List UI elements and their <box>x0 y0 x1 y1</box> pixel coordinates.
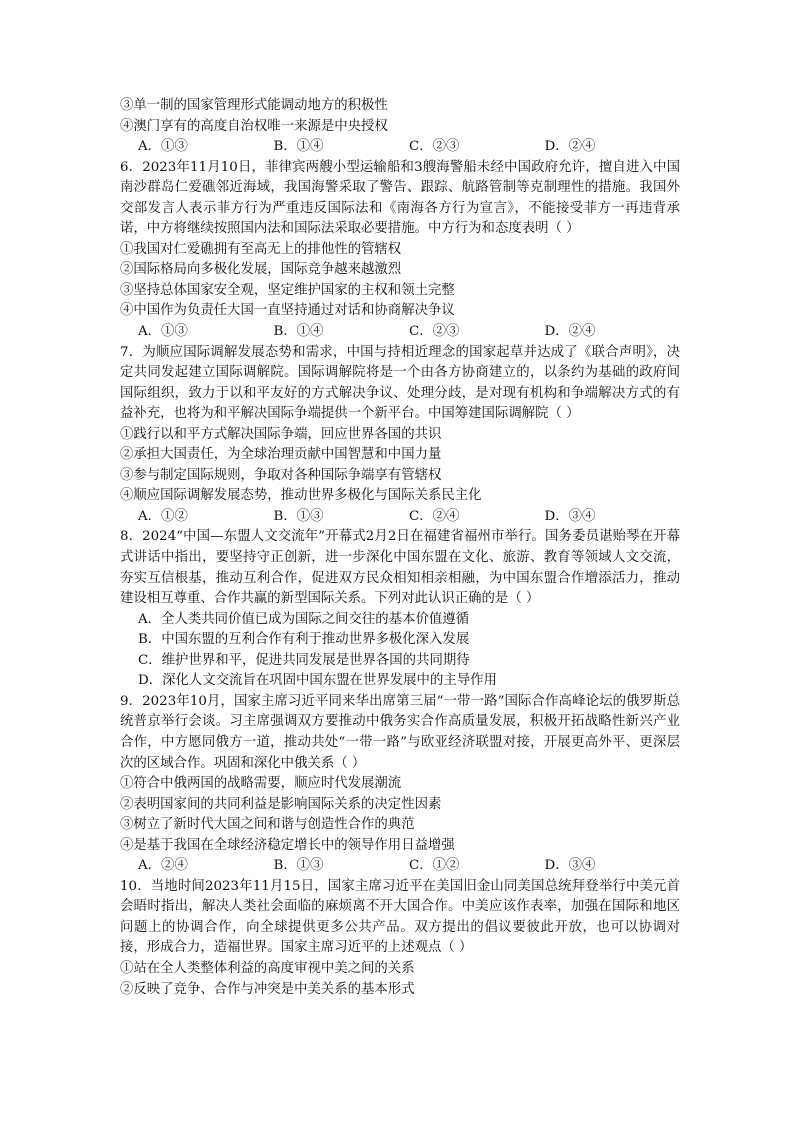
choice-b: B．①③ <box>273 858 324 874</box>
option-2: ②承担大国责任，为全球治理贡献中国智慧和中国力量 <box>120 447 442 463</box>
option-1: ①符合中俄两国的战略需要，顺应时代发展潮流 <box>120 776 402 792</box>
option-c: C．维护世界和平，促进共同发展是世界各国的共同期待 <box>138 652 470 668</box>
question-stem: 6．2023年11月10日，菲律宾两艘小型运输船和3艘海警船未经中国政府允许，擅自进入中国南沙群岛仁爱礁邻近海域，我国海警采取了警告、跟踪、航路管制等克制理性的措施。我国外交部发言人表示菲方行为严重违反国际法和《南海各方行为宣言》，不能接受菲方一再违背承诺，中方将继续按照国内法和国际法采取必要措施。中方行为和态度表明（ ） <box>120 159 680 237</box>
question-9 <box>120 692 680 877</box>
option-3: ③参与制定国际规则，争取对各种国际争端享有管辖权 <box>120 467 442 483</box>
option-4: ④是基于我国在全球经济稳定增长中的领导作用日益增强 <box>120 837 455 853</box>
option-2: ②表明国家间的共同利益是影响国际关系的决定性因素 <box>120 796 442 812</box>
question-5-tail <box>120 96 680 158</box>
option-a: A．全人类共同价值已成为国际之间交往的基本价值遵循 <box>138 611 470 627</box>
option-d: D．深化人文交流旨在巩固中国东盟在世界发展中的主导作用 <box>138 673 497 689</box>
choice-d: D．③④ <box>544 508 596 524</box>
option-4: ④澳门享有的高度自治权唯一来源是中央授权 <box>120 118 388 134</box>
answer-choices <box>120 137 680 158</box>
option-3: ③树立了新时代大国之间和谐与创造性合作的典范 <box>120 817 415 833</box>
choice-d: D．②④ <box>544 139 596 155</box>
option-3: ③坚持总体国家安全观，坚定维护国家的主权和领土完整 <box>120 282 455 298</box>
option-1: ①我国对仁爱礁拥有至高无上的排他性的管辖权 <box>120 241 402 257</box>
question-7 <box>120 343 680 528</box>
question-6 <box>120 158 680 343</box>
choice-c: C．②③ <box>409 324 460 340</box>
question-10 <box>120 877 680 1000</box>
choice-d: D．②④ <box>544 324 596 340</box>
choice-c: C．②④ <box>409 508 460 524</box>
choice-d: D．③④ <box>544 858 596 874</box>
choice-a: A．①② <box>138 508 188 524</box>
question-stem: 10．当地时间2023年11月15日，国家主席习近平在美国旧金山同美国总统拜登举行中美元首会晤时指出，解决人类社会面临的麻烦离不开大国合作。中美应该作表率，加强在国际和地区问题上的协调合作，向全球提供更多公共产品。双方提出的倡议要彼此开放，也可以协调对接，形成合力，造福世界。国家主席习近平的上述观点（ ） <box>120 878 680 956</box>
choice-c: C．①② <box>409 858 460 874</box>
option-4: ④中国作为负责任大国一直坚持通过对话和协商解决争议 <box>120 303 455 319</box>
question-stem: 8．2024“中国—东盟人文交流年”开幕式2月2日在福建省福州市举行。国务委员谌贻琴在开幕式讲话中指出，要坚持守正创新，进一步深化中国东盟在文化、旅游、教育等领域人文交流，夯实互信根基，推动互利合作，促进双方民众相知相亲相融，为中国东盟合作增添活力，推动建设相互尊重、合作共赢的新型国际关系。下列对此认识正确的是（ ） <box>120 529 680 607</box>
option-2: ②国际格局向多极化发展，国际竞争越来越激烈 <box>120 262 402 278</box>
exam-page <box>120 96 680 1000</box>
answer-choices <box>120 856 680 877</box>
question-8 <box>120 527 680 691</box>
option-2: ②反映了竞争、合作与冲突是中美关系的基本形式 <box>120 981 415 997</box>
question-stem: 9．2023年10月，国家主席习近平同来华出席第三届“一带一路”国际合作高峰论坛的俄罗斯总统普京举行会谈。习主席强调双方要推动中俄务实合作高质量发展，积极开拓战略性新兴产业合作，中方愿同俄方一道，推动共处“一带一路”与欧亚经济联盟对接，开展更高外平、更深层次的区域合作。巩固和深化中俄关系（ ） <box>120 693 680 771</box>
choice-b: B．①③ <box>273 508 324 524</box>
option-4: ④顺应国际调解发展态势，推动世界多极化与国际关系民主化 <box>120 488 482 504</box>
choice-a: A．①③ <box>138 324 188 340</box>
choice-b: B．①④ <box>273 139 324 155</box>
option-1: ①站在全人类整体利益的高度审视中美之间的关系 <box>120 960 415 976</box>
answer-choices <box>120 322 680 343</box>
option-1: ①践行以和平方式解决国际争端，回应世界各国的共识 <box>120 426 442 442</box>
answer-choices <box>120 507 680 528</box>
option-b: B．中国东盟的互利合作有利于推动世界多极化深入发展 <box>138 632 470 648</box>
question-stem: 7．为顺应国际调解发展态势和需求，中国与持相近理念的国家起草并达成了《联合声明》，决定共同发起建立国际调解院。国际调解院将是一个由各方协商建立的，以条约为基础的政府间国际组织，致力于以和平友好的方式解决争议、处理分歧，是对现有机构和争端解决方式的有益补充，也将为和平解决国际争端提供一个新平台。中国筹建国际调解院（ ） <box>120 344 680 422</box>
choice-a: A．②④ <box>138 858 188 874</box>
choice-c: C．②③ <box>409 139 460 155</box>
choice-b: B．①④ <box>273 324 324 340</box>
choice-a: A．①③ <box>138 139 188 155</box>
option-3: ③单一制的国家管理形式能调动地方的积极性 <box>120 98 388 113</box>
